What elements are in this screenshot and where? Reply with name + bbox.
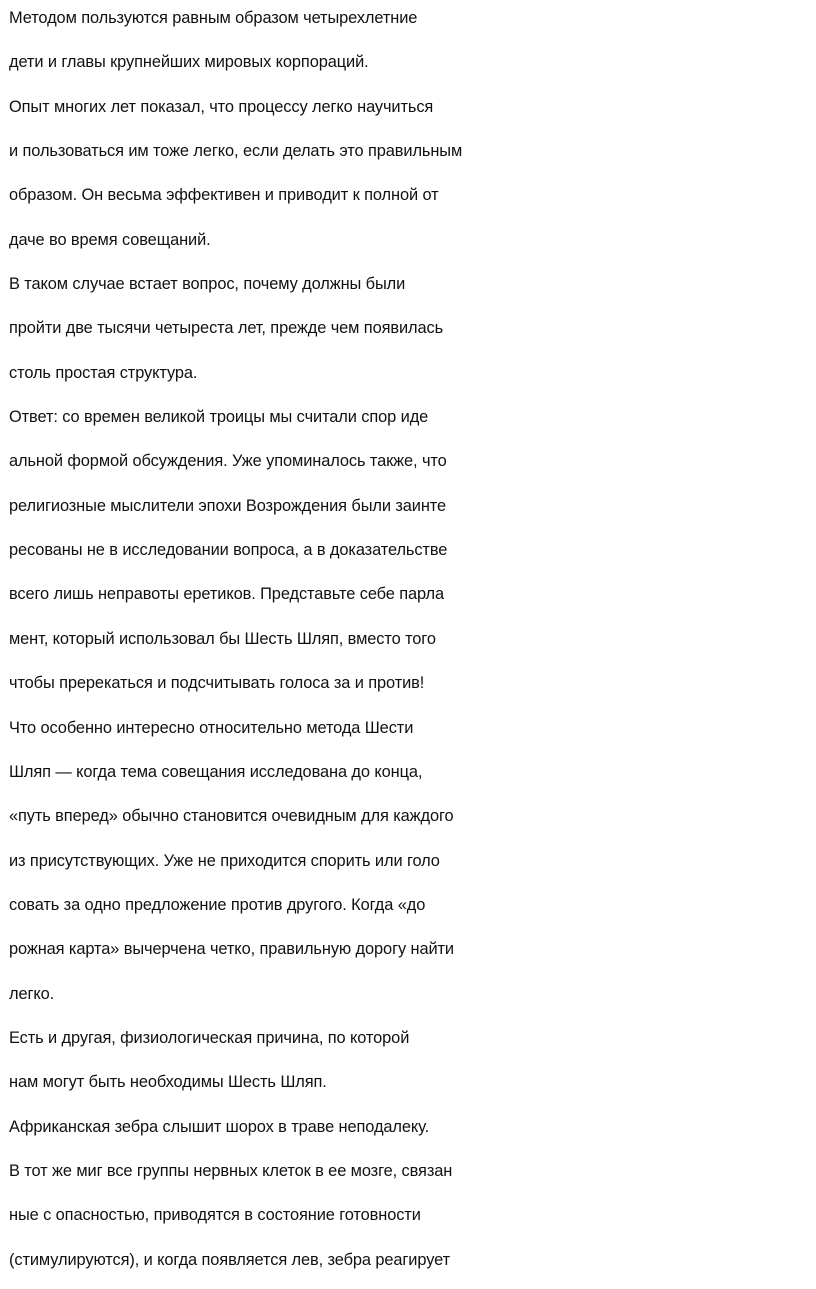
text-line: пройти две тысячи четыреста лет, прежде чем появилась xyxy=(9,319,444,338)
text-line: «путь вперед» обычно становится очевидным для каждого xyxy=(9,807,454,826)
text-line: Что особенно интересно относительно метода Шести xyxy=(9,718,414,737)
body-text xyxy=(9,0,809,1286)
text-line: образом. Он весьма эффективен и приводит к полной от xyxy=(9,186,439,205)
text-line: В тот же миг все группы нервных клеток в ее мозге, связан xyxy=(9,1161,453,1180)
text-line: Опыт многих лет показал, что процессу легко научиться xyxy=(9,97,434,116)
text-line: В таком случае встает вопрос, почему должны были xyxy=(9,275,406,294)
text-line: чтобы пререкаться и подсчитывать голоса за и против! xyxy=(9,674,425,693)
text-line: религиозные мыслители эпохи Возрождения были заинте xyxy=(9,496,447,515)
text-line: и пользоваться им тоже легко, если делать это правильным xyxy=(9,142,463,161)
text-line: ресованы не в исследовании вопроса, а в доказательстве xyxy=(9,541,448,560)
text-line: мент, который использовал бы Шесть Шляп, вместо того xyxy=(9,629,436,648)
text-line: рожная карта» вычерчена четко, правильную дорогу найти xyxy=(9,940,454,959)
text-line: альной формой обсуждения. Уже упоминалось также, что xyxy=(9,452,447,471)
text-line: нам могут быть необходимы Шесть Шляп. xyxy=(9,1073,327,1092)
text-line: Африканская зебра слышит шорох в траве неподалеку. xyxy=(9,1117,430,1136)
text-line: дети и главы крупнейших мировых корпораций. xyxy=(9,53,369,72)
text-line: Есть и другая, физиологическая причина, по которой xyxy=(9,1028,410,1047)
text-line: столь простая структура. xyxy=(9,363,198,382)
text-line: даче во время совещаний. xyxy=(9,230,211,249)
text-line: ные с опасностью, приводятся в состояние готовности xyxy=(9,1206,421,1225)
text-line: Методом пользуются равным образом четырехлетние xyxy=(9,9,418,27)
text-line: легко. xyxy=(9,984,55,1003)
text-line: Шляп — когда тема совещания исследована до конца, xyxy=(9,762,423,781)
text-line: (стимулируются), и когда появляется лев, зебра реагирует xyxy=(9,1250,450,1269)
text-line: Ответ: со времен великой троицы мы считали спор иде xyxy=(9,408,429,427)
text-line: из присутствующих. Уже не приходится спорить или голо xyxy=(9,851,440,870)
text-line: всего лишь неправоты еретиков. Представьте себе парла xyxy=(9,585,444,604)
text-line: совать за одно предложение против другого. Когда «до xyxy=(9,895,426,914)
